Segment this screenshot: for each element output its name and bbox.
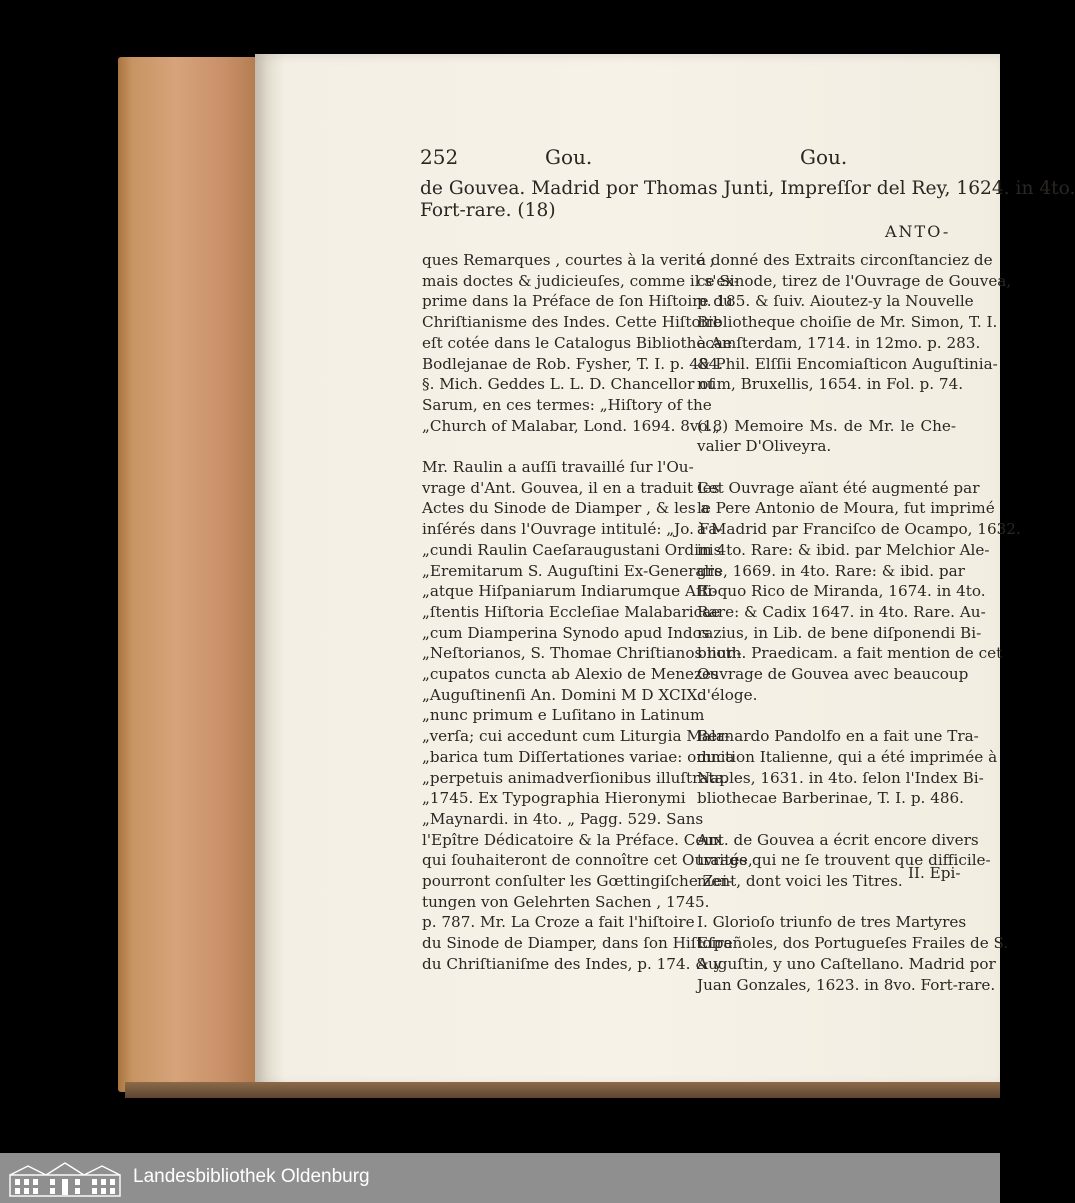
text-line: „atque Hiſpaniarum Indiarumque Aſſi- xyxy=(422,582,718,601)
text-line: „cum Diamperina Synodo apud Indos xyxy=(422,623,710,642)
text-line: in 4to. Rare: & ibid. par Melchior Ale- xyxy=(697,540,990,559)
text-line: „nunc primum e Luſitano in Latinum xyxy=(422,706,705,725)
text-line: „barica tum Diſſertationes variae: omnia xyxy=(422,747,735,766)
text-line: „Eremitarum S. Auguſtini Ex-Generalis xyxy=(422,561,722,580)
text-line: ment, dont voici les Titres. xyxy=(697,872,903,891)
text-line: p. 185. & ſuiv. Aioutez-y la Nouvelle xyxy=(697,292,974,311)
text-line: a donné des Extraits circonſtanciez de xyxy=(697,251,993,269)
text-line: razius, in Lib. de bene diſponendi Bi- xyxy=(697,623,982,642)
text-line: à Madrid par Franciſco de Ocampo, 1632. xyxy=(697,520,1021,539)
library-building-icon xyxy=(8,1161,122,1197)
text-line: duction Italienne, qui a été imprimée à xyxy=(697,747,998,766)
text-line: „Neſtorianos, S. Thomae Chriſtianos nun- xyxy=(422,644,742,663)
text-line: gre, 1669. in 4to. Rare: & ibid. par xyxy=(697,561,965,580)
text-line: Rare: & Cadix 1647. in 4to. Rare. Au- xyxy=(697,602,986,621)
text-line: Bodlejanae de Rob. Fysher, T. I. p. 484. xyxy=(422,354,724,373)
running-head-left: Gou. xyxy=(545,145,593,169)
text-line: p. 787. Mr. La Croze a fait l'hiſtoire xyxy=(422,913,695,932)
text-line: „ſtentis Hiſtoria Eccleſiae Malabaricae xyxy=(422,602,721,621)
text-line: Actes du Sinode de Diamper , & les a xyxy=(422,499,710,518)
text-line xyxy=(697,892,956,913)
text-line: prime dans la Préface de ſon Hiſtoire du xyxy=(422,292,733,311)
text-line: „cundi Raulin Caeſaraugustani Ordinis xyxy=(422,540,722,559)
text-line: „Maynardi. in 4to. „ Pagg. 529. Sans xyxy=(422,809,704,828)
text-line: l'Epître Dédicatoire & la Préface. Ceux xyxy=(422,830,723,849)
intro-line-1: de Gouvea. Madrid por Thomas Junti, Impreſſor del Rey, 1624. in 4to. xyxy=(420,178,1075,199)
text-line xyxy=(697,809,956,830)
text-line: d'éloge. xyxy=(697,685,758,704)
text-line: valier D'Oliveyra. xyxy=(697,437,832,456)
text-line: Roquo Rico de Miranda, 1674. in 4to. xyxy=(697,582,986,601)
text-line: Juan Gonzales, 1623. in 8vo. Fort-rare. xyxy=(697,975,996,994)
text-line: qui ſouhaiteront de connoître cet Ouvrage, xyxy=(422,851,753,870)
text-line: num, Bruxellis, 1654. in Fol. p. 74. xyxy=(697,375,964,394)
text-line: Ant. de Gouvea a écrit encore divers xyxy=(697,830,979,849)
text-line: pourront conſulter les Gœttingiſche Zei- xyxy=(422,872,733,891)
text-line xyxy=(697,395,956,416)
text-line: Sarum, en ces termes: „Hiſtory of the xyxy=(422,395,712,414)
text-line: „Auguſtinenſi An. Domini M D XCIX. xyxy=(422,685,703,704)
text-line: I. Glorioſo triunfo de tres Martyres xyxy=(697,913,967,932)
text-line: du Sinode de Diamper, dans ſon Hiſtoire xyxy=(422,934,733,953)
text-line: Chriſtianisme des Indes. Cette Hiſtoire xyxy=(422,313,722,332)
library-footer xyxy=(0,1153,1000,1203)
text-line xyxy=(422,436,684,457)
text-line: inſérés dans l'Ouvrage intitulé: „Jo. Fa- xyxy=(422,520,723,539)
text-line: vrage d'Ant. Gouvea, il en a traduit les xyxy=(422,478,720,497)
text-line: bliothecae Barberinae, T. I. p. 486. xyxy=(697,789,965,808)
text-line: eſt cotée dans le Catalogus Bibliothecae xyxy=(422,333,732,352)
text-line: tungen von Gelehrten Sachen , 1745. xyxy=(422,892,710,911)
text-line: blioth. Praedicam. a fait mention de cet xyxy=(697,644,1003,663)
text-line: & Phil. Elſſii Encomiaſticon Auguſtinia- xyxy=(697,354,998,373)
text-line: §. Mich. Geddes L. L. D. Chancellor of xyxy=(422,375,714,394)
text-line: „Church of Malabar, Lond. 1694. 8vo.„ xyxy=(422,416,721,435)
text-line: Mr. Raulin a auſſi travaillé ſur l'Ou- xyxy=(422,458,694,477)
text-line: Bibliotheque choiſie de Mr. Simon, T. I. xyxy=(697,313,998,332)
text-line: ques Remarques , courtes à la verité ; xyxy=(422,251,715,269)
catchword-top: ANTO- xyxy=(885,222,951,241)
library-name: Landesbibliothek Oldenburg xyxy=(133,1166,370,1187)
text-line: „cupatos cuncta ab Alexio de Menezes xyxy=(422,665,719,684)
book-cover-edge xyxy=(125,1082,1000,1098)
text-line: à Amſterdam, 1714. in 12mo. p. 283. xyxy=(697,333,981,352)
text-line: traités qui ne ſe trouvent que difficile- xyxy=(697,851,991,870)
text-line: mais doctes & judicieuſes, comme il s'ex- xyxy=(422,271,739,290)
text-line: (18) Memoire Ms. de Mr. le Che- xyxy=(697,416,956,435)
text-line: Cet Ouvrage aïant été augmenté par xyxy=(697,478,980,497)
text-line: Naples, 1631. in 4to. ſelon l'Index Bi- xyxy=(697,768,984,787)
text-line: le Pere Antonio de Moura, fut imprimé xyxy=(697,499,995,518)
running-head-right: Gou. xyxy=(800,145,848,169)
text-line: Ouvrage de Gouvea avec beaucoup xyxy=(697,665,969,684)
text-line: ce Sinode, tirez de l'Ouvrage de Gouvea, xyxy=(697,271,1012,290)
book-page-edges xyxy=(118,57,260,1092)
intro-line-2: Fort-rare. (18) xyxy=(420,200,556,221)
text-line: „perpetuis animadverſionibus illuſtrata. xyxy=(422,768,729,787)
text-line: du Chriſtianiſme des Indes, p. 174. & y xyxy=(422,954,723,973)
catchword-bottom: II. Epi- xyxy=(908,864,961,882)
text-line: Eſpañoles, dos Portugueſes Frailes de S. xyxy=(697,934,1009,953)
text-line xyxy=(697,705,956,726)
text-line: „verſa; cui accedunt cum Liturgia Mala- xyxy=(422,727,731,746)
page-number: 252 xyxy=(420,145,459,169)
text-line: Bernardo Pandolfo en a fait une Tra- xyxy=(697,727,979,746)
text-line: „1745. Ex Typographia Hieronymi xyxy=(422,789,686,808)
text-line xyxy=(697,457,956,478)
text-line: Auguſtin, y uno Caſtellano. Madrid por xyxy=(697,954,996,973)
